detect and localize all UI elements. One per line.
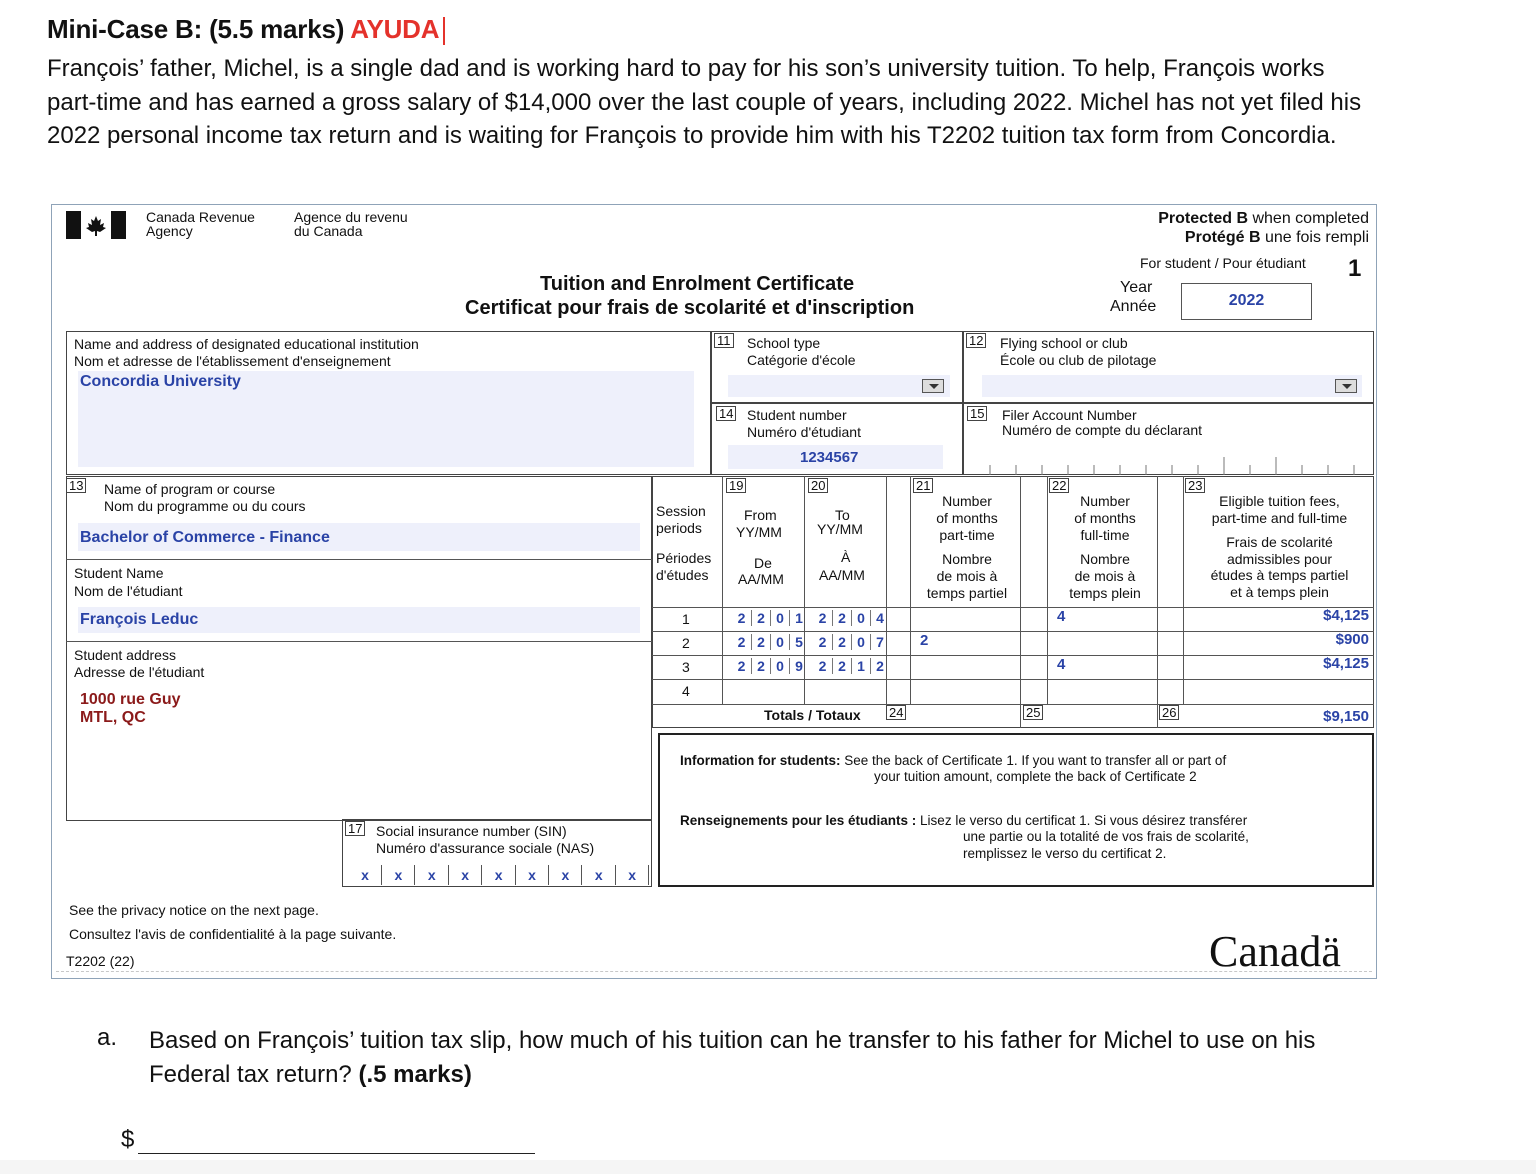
box-15-number: 15 <box>967 406 987 421</box>
from-date-field[interactable] <box>732 610 808 628</box>
answer-prefix: $ <box>121 1126 135 1153</box>
student-name-value: François Leduc <box>80 611 199 628</box>
divider <box>1020 476 1021 728</box>
to-date-field[interactable] <box>813 682 889 700</box>
box-24-number: 24 <box>886 705 906 720</box>
sin-digit[interactable]: x <box>616 865 649 885</box>
date-digit: 4 <box>870 610 889 626</box>
info-fr-bold: Renseignements pour les étudiants : <box>680 813 917 828</box>
row-divider <box>652 607 1374 608</box>
from-en-1: From <box>744 507 777 523</box>
session-en-2: periods <box>656 520 702 536</box>
box-20-number: 20 <box>808 478 828 493</box>
protected-fr-bold: Protégé B <box>1184 229 1261 246</box>
totals-label: Totals / Totaux <box>764 707 861 723</box>
date-digit: 2 <box>751 610 770 626</box>
institution-value: Concordia University <box>80 373 241 390</box>
answer-blank[interactable] <box>138 1153 535 1154</box>
part-time-months-en: Number of months part-time <box>936 493 998 543</box>
page-bottom-edge <box>0 1160 1536 1174</box>
sin-label-en: Social insurance number (SIN) <box>376 823 567 839</box>
flying-school-select[interactable] <box>982 375 1362 397</box>
help-label[interactable]: AYUDA <box>350 14 440 44</box>
box-21-number: 21 <box>913 478 933 493</box>
filer-account-tick-field[interactable] <box>982 455 1362 475</box>
student-number-value: 1234567 <box>800 449 859 466</box>
box-14-number: 14 <box>716 406 736 421</box>
session-en-1: Session <box>656 503 706 519</box>
protected-en-rest: when completed <box>1248 210 1369 227</box>
divider <box>652 704 1374 705</box>
form-title-fr: Certificat pour frais de scolarité et d'inscription <box>465 297 915 319</box>
canada-wordmark: Canadä <box>1209 927 1341 976</box>
case-title-text: Mini-Case B: (5.5 marks) <box>47 14 345 44</box>
date-digit: 0 <box>770 634 789 650</box>
box-26-number: 26 <box>1159 705 1179 720</box>
form-title-en: Tuition and Enrolment Certificate <box>540 273 855 295</box>
from-en-2: YY/MM <box>736 524 782 540</box>
from-date-field[interactable] <box>732 682 808 700</box>
date-digit: 2 <box>818 634 827 650</box>
date-digit: 0 <box>770 610 789 626</box>
student-number-en: Student number <box>747 407 847 423</box>
agency-fr-1: Agence du revenu <box>294 209 408 225</box>
part-time-months-value[interactable]: 2 <box>920 632 929 649</box>
info-fr-line-2: une partie ou la totalité de vos frais de scolarité, <box>963 829 1249 844</box>
box-25-number: 25 <box>1023 705 1043 720</box>
date-digit: 0 <box>851 634 870 650</box>
date-digit: 1 <box>851 658 870 674</box>
date-digit: 1 <box>789 610 808 626</box>
flying-school-en: Flying school or club <box>1000 335 1128 351</box>
date-digit: 0 <box>770 658 789 674</box>
text-cursor <box>443 17 445 45</box>
to-en-2: YY/MM <box>817 521 863 537</box>
canada-flag-icon <box>66 211 126 239</box>
agency-en-2: Agency <box>146 223 193 239</box>
to-en-1: To <box>835 507 850 523</box>
box-11-number: 11 <box>714 333 734 348</box>
year-value: 2022 <box>1228 292 1265 309</box>
program-label-fr: Nom du programme ou du cours <box>104 498 306 514</box>
institution-label-en: Name and address of designated educational institution <box>74 336 419 352</box>
tuition-fees-en: Eligible tuition fees, part-time and full-time <box>1211 493 1348 526</box>
divider <box>66 641 652 642</box>
filer-account-en: Filer Account Number <box>1002 407 1137 423</box>
box-12-number: 12 <box>966 333 986 348</box>
divider <box>66 559 652 560</box>
agency-fr-2: du Canada <box>294 223 363 239</box>
student-address-en: Student address <box>74 647 176 663</box>
row-divider <box>652 679 1374 680</box>
privacy-notice-fr: Consultez l'avis de confidentialité à la page suivante. <box>69 926 397 942</box>
sin-label-fr: Numéro d'assurance sociale (NAS) <box>376 840 595 856</box>
program-value: Bachelor of Commerce - Finance <box>80 529 330 546</box>
tuition-fees-value[interactable]: $900 <box>1335 631 1369 648</box>
to-date-field[interactable] <box>813 610 889 628</box>
student-name-fr: Nom de l'étudiant <box>74 583 183 599</box>
info-fr-text-1: Lisez le verso du certificat 1. Si vous désirez transférer <box>916 813 1248 828</box>
school-type-dropdown-icon[interactable] <box>922 379 944 393</box>
full-time-months-en: Number of months full-time <box>1074 493 1136 543</box>
date-digit: 2 <box>870 658 889 674</box>
session-number: 4 <box>682 683 690 699</box>
student-address-fr: Adresse de l'étudiant <box>74 664 205 680</box>
form-code: T2202 (22) <box>66 953 135 969</box>
sin-digit[interactable]: x <box>583 865 616 885</box>
flying-school-dropdown-icon[interactable] <box>1335 379 1357 393</box>
session-number: 3 <box>682 659 690 675</box>
protected-en <box>1158 211 1369 227</box>
box-17-number: 17 <box>345 821 365 836</box>
to-date-field[interactable] <box>813 658 889 676</box>
total-fees-value: $9,150 <box>1323 708 1369 725</box>
question-marks: (.5 marks) <box>358 1061 472 1088</box>
full-time-months-value[interactable]: 4 <box>1057 656 1066 673</box>
date-digit: 2 <box>737 634 746 650</box>
tuition-fees-value[interactable]: $4,125 <box>1323 655 1369 672</box>
full-time-months-value[interactable]: 4 <box>1057 608 1066 625</box>
info-en-line-1 <box>680 753 1226 769</box>
tuition-fees-fr: Frais de scolarité admissibles pour études à temps partiel et à temps plein <box>1210 534 1349 600</box>
year-label-en: Year <box>1120 279 1153 296</box>
to-fr-2: AA/MM <box>819 567 865 583</box>
date-digit: 2 <box>818 658 827 674</box>
sin-digit[interactable]: x <box>516 865 549 885</box>
date-digit: 0 <box>851 610 870 626</box>
t2202-form <box>51 204 1377 979</box>
protected-fr-rest: une fois rempli <box>1260 229 1369 246</box>
date-digit: 9 <box>789 658 808 674</box>
divider <box>1047 476 1048 704</box>
box-22-number: 22 <box>1049 478 1069 493</box>
date-digit: 2 <box>832 634 851 650</box>
student-address-value[interactable]: 1000 rue Guy MTL, QC <box>80 691 181 726</box>
part-time-months-fr: Nombre de mois à temps partiel <box>926 551 1008 601</box>
info-fr-line-3: remplissez le verso du certificat 2. <box>963 846 1167 861</box>
sin-digit[interactable]: x <box>483 865 516 885</box>
copy-number: 1 <box>1348 255 1362 282</box>
box-13-number: 13 <box>66 478 86 493</box>
to-date-field[interactable] <box>813 634 889 652</box>
date-digit: 2 <box>737 658 746 674</box>
full-time-months-fr: Nombre de mois à temps plein <box>1069 551 1141 601</box>
row-divider <box>652 655 1374 656</box>
date-digit: 5 <box>789 634 808 650</box>
date-digit: 2 <box>751 634 770 650</box>
divider <box>722 476 723 704</box>
question-body: Based on François’ tuition tax slip, how much of his tuition can he transfer to his father for Michel to use on his Federal tax return? <box>149 1027 1316 1088</box>
question-text <box>149 1024 1389 1092</box>
row-divider <box>652 631 1374 632</box>
protected-en-bold: Protected B <box>1158 210 1249 227</box>
privacy-notice-en: See the privacy notice on the next page. <box>69 902 319 918</box>
date-digit: 2 <box>832 658 851 674</box>
sin-digit[interactable]: x <box>449 865 482 885</box>
info-en-bold: Information for students: <box>680 753 841 768</box>
sin-digit[interactable]: x <box>416 865 449 885</box>
sin-digit[interactable]: x <box>349 865 382 885</box>
agency-en-1: Canada Revenue <box>146 209 255 225</box>
info-en-line-2: your tuition amount, complete the back of Certificate 2 <box>874 769 1197 784</box>
sin-digit[interactable]: x <box>382 865 415 885</box>
flying-school-fr: École ou club de pilotage <box>1000 352 1157 368</box>
info-en-text-1: See the back of Certificate 1. If you want to transfer all or part of <box>840 753 1227 768</box>
date-digit: 2 <box>751 658 770 674</box>
session-fr-2: d'études <box>656 567 709 583</box>
to-fr-1: À <box>841 549 851 565</box>
session-number: 1 <box>682 611 690 627</box>
program-label-en: Name of program or course <box>104 481 276 497</box>
filer-account-fr: Numéro de compte du déclarant <box>1002 422 1202 438</box>
date-digit: 2 <box>832 610 851 626</box>
divider <box>1183 476 1184 704</box>
case-intro: François’ father, Michel, is a single dad and is working hard to pay for his son’s university tuition. To help, François works part-time and has earned a gross salary of $14,000 over the last couple of years, including 2022. Michel has not yet filed his 2022 personal income tax return and is waiting for François to provide him with his T2202 tuition tax form from Concordia. <box>47 55 1362 149</box>
student-name-en: Student Name <box>74 565 164 581</box>
for-student-label: For student / Pour étudiant <box>1140 255 1306 271</box>
from-date-field[interactable] <box>732 658 808 676</box>
box-23-number: 23 <box>1185 478 1205 493</box>
from-fr-1: De <box>754 555 772 571</box>
divider <box>910 476 911 704</box>
from-fr-2: AA/MM <box>738 571 784 587</box>
tuition-fees-value[interactable]: $4,125 <box>1323 607 1369 624</box>
student-number-fr: Numéro d'étudiant <box>747 424 861 440</box>
session-fr-1: Périodes <box>656 550 712 566</box>
from-date-field[interactable] <box>732 634 808 652</box>
year-label-fr: Année <box>1110 298 1157 315</box>
year-field[interactable] <box>1181 283 1312 320</box>
divider <box>56 971 1372 972</box>
school-type-select[interactable] <box>728 375 950 397</box>
sin-digit[interactable]: x <box>549 865 582 885</box>
school-type-en: School type <box>747 335 821 351</box>
date-digit: 7 <box>870 634 889 650</box>
question-letter: a. <box>97 1024 118 1051</box>
box-19-number: 19 <box>726 478 746 493</box>
info-fr-line-1 <box>680 813 1247 829</box>
institution-label-fr: Nom et adresse de l'établissement d'enseignement <box>74 353 391 369</box>
date-digit: 2 <box>818 610 827 626</box>
case-title <box>47 14 445 45</box>
session-number: 2 <box>682 635 690 651</box>
school-type-fr: Catégorie d'école <box>747 352 856 368</box>
protected-fr <box>1185 230 1369 246</box>
date-digit: 2 <box>737 610 746 626</box>
